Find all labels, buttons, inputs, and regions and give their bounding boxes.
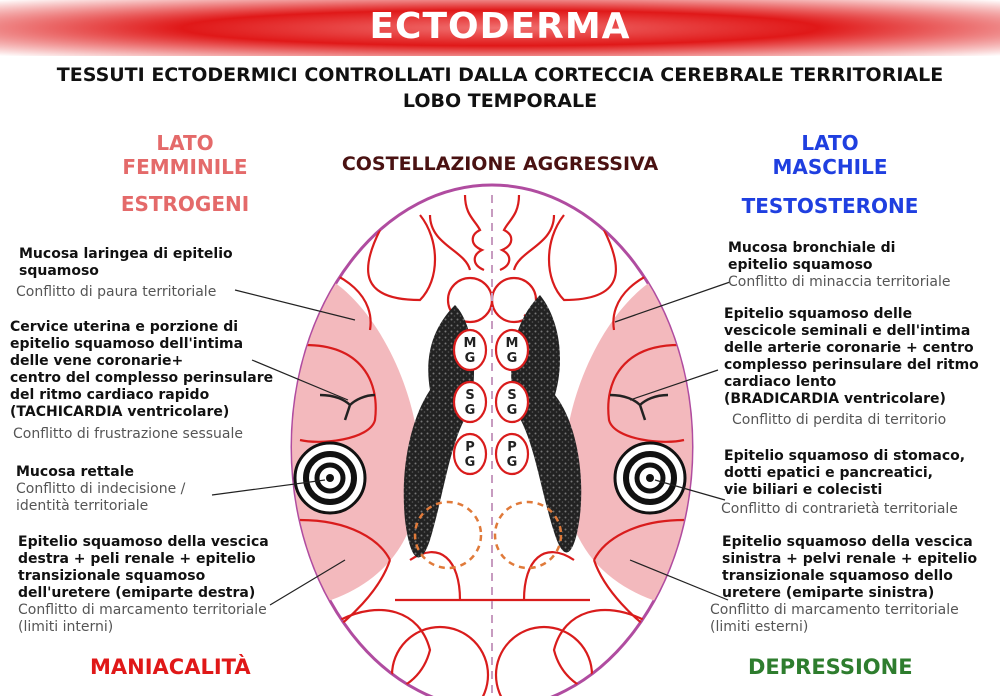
left-target-icon [295,443,365,513]
relay-mg-right-top: M [505,336,519,351]
label-right-bladder [18,534,318,636]
rectal-conflict-line1: Conflitto di indecisione / [16,481,186,497]
left-bladder-conflict-line2: (limiti esterni) [710,619,809,635]
footer-maniacalita: MANIACALITÀ [90,655,251,679]
right-bladder-conflict-line2: (limiti interni) [18,619,114,635]
cervix-line1: Cervice uterina e porzione di [10,319,239,335]
female-side-line1: LATO [156,131,214,155]
female-hormone: ESTROGENI [120,192,250,216]
subtitle-line-1: TESSUTI ECTODERMICI CONTROLLATI DALLA CORTECCIA CEREBRALE TERRITORIALE [56,64,944,86]
page-title: ECTODERMA [369,6,631,47]
cervix-line6: (TACHICARDIA ventricolare) [10,404,230,420]
label-uterine-cervix [10,319,280,443]
bronchial-line1: Mucosa bronchiale di [728,240,896,256]
cervix-line5: del ritmo cardiaco rapido [10,387,210,403]
laryngeal-conflict: Conflitto di paura territoriale [16,284,217,300]
relay-pg-left-top: P [465,440,475,455]
left-bladder-line2: sinistra + pelvi renale + epitelio [722,551,978,567]
rectal-conflict-line2: identità territoriale [16,498,149,514]
relay-mg-right-bottom: G [506,351,518,366]
label-laryngeal-mucosa [16,246,279,301]
label-seminal-vesicles [724,306,996,429]
cervix-line2: epitelio squamoso dell'intima [10,336,244,352]
male-side-line2: MASCHILE [772,155,888,179]
stomach-line1: Epitelio squamoso di stomaco, [724,448,966,464]
cervix-conflict: Conflitto di frustrazione sessuale [13,426,244,442]
left-bladder-line4: uretere (emiparte sinistra) [722,585,935,601]
right-bladder-line3: transizionale squamoso [18,568,206,584]
male-hormone: TESTOSTERONE [741,194,919,218]
relay-pg-right-top: P [507,440,517,455]
right-bladder-line2: destra + peli renale + epitelio [18,551,256,567]
relay-sg-left-bottom: G [464,403,476,418]
bronchial-conflict: Conflitto di minaccia territoriale [728,274,951,290]
seminal-line6: (BRADICARDIA ventricolare) [724,391,946,407]
seminal-conflict: Conflitto di perdita di territorio [732,412,947,428]
left-bladder-line3: transizionale squamoso dello [722,568,953,584]
relay-pg-left-bottom: G [464,455,476,470]
stomach-line2: dotti epatici e pancreatici, [724,465,933,481]
subtitle-line-2: LOBO TEMPORALE [402,90,598,112]
left-bladder-conflict-line1: Conflitto di marcamento territoriale [710,602,959,618]
label-bronchial-mucosa [728,240,993,291]
relay-mg-left-top: M [463,336,477,351]
relay-sg-left-top: S [465,388,475,403]
right-target-icon [615,443,685,513]
relay-pg-right-bottom: G [506,455,518,470]
cervix-line4: centro del complesso perinsulare [10,370,274,386]
relay-sg-right-top: S [507,388,517,403]
laryngeal-line2: squamoso [19,263,99,279]
right-bladder-line4: dell'uretere (emiparte destra) [18,585,256,601]
label-rectal-mucosa [16,464,246,515]
seminal-line4: complesso perinsulare del ritmo [724,357,979,373]
seminal-line5: cardiaco lento [724,374,837,390]
stomach-conflict: Conflitto di contrarietà territoriale [721,501,958,517]
label-left-bladder [710,534,997,636]
rectal-line1: Mucosa rettale [16,464,134,480]
footer-depressione: DEPRESSIONE [748,655,913,679]
label-stomach-epithelium [721,448,996,518]
right-bladder-line1: Epitelio squamoso della vescica [18,534,269,550]
male-side-line1: LATO [801,131,859,155]
seminal-line1: Epitelio squamoso delle [724,306,913,322]
relay-sg-right-bottom: G [506,403,518,418]
relay-mg-left-bottom: G [464,351,476,366]
right-bladder-conflict-line1: Conflitto di marcamento territoriale [18,602,267,618]
seminal-line2: vescicole seminali e dell'intima [724,323,971,339]
stomach-line3: vie biliari e colecisti [724,482,883,498]
bronchial-line2: epitelio squamoso [728,257,873,273]
cervix-line3: delle vene coronarie+ [10,353,184,369]
left-bladder-line1: Epitelio squamoso della vescica [722,534,973,550]
laryngeal-line1: Mucosa laringea di epitelio [19,246,233,262]
seminal-line3: delle arterie coronarie + centro [724,340,974,356]
center-heading: COSTELLAZIONE AGGRESSIVA [341,153,659,175]
female-side-line2: FEMMINILE [122,155,248,179]
